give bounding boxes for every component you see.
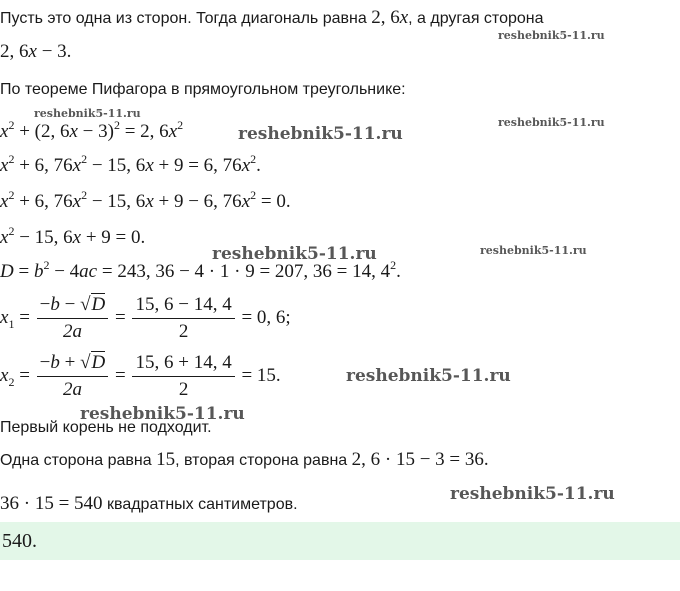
x2-numeric-fraction: $\frac{15, 6 + 14, 4}{2}$ <box>132 350 234 403</box>
statement-text: Пусть это одна из сторон. Тогда диагональ равна <box>0 10 367 27</box>
statement-text-rest: , а другая сторона <box>408 10 544 27</box>
watermark: reshebnik5-11.ru <box>80 404 245 424</box>
equation-1: $x^2 + (2$, 6x − 3)$^2$ = 2, $6x^2$ <box>0 118 184 142</box>
watermark: reshebnik5-11.ru <box>346 366 511 386</box>
watermark: reshebnik5-11.ru <box>498 29 605 42</box>
first-root-rejected: Первый корень не подходит. <box>0 419 212 436</box>
watermark: reshebnik5-11.ru <box>480 244 587 257</box>
sides-line: Одна сторона равна 15, вторая сторона равна 2, 6 · 15 − 3 = 36. <box>0 449 489 470</box>
answer-value: 540. <box>2 530 37 552</box>
equation-2: $x^2 + 6$, $76x^2 - 15$, 6x + 9 = 6, $76x^2$. <box>0 152 261 176</box>
watermark: reshebnik5-11.ru <box>212 244 377 264</box>
answer-box <box>0 522 680 560</box>
x1-fraction: $\frac{-b - √D}{2a}$ <box>37 292 109 345</box>
watermark: reshebnik5-11.ru <box>238 124 403 144</box>
watermark: reshebnik5-11.ru <box>34 107 141 120</box>
root-x2-equation: $x_2$ = $\frac{-b + √D}{2a}$ = $\frac{15, 6 + 14, 4}{2}$ = 15. <box>0 348 281 405</box>
equation-3: $x^2 + 6$, $76x^2 - 15$, 6x + 9 − 6, $76x^2 = 0$. <box>0 188 291 212</box>
equation-4: $x^2 - 15$, 6x + 9 = 0. <box>0 224 146 248</box>
diagonal-expression: 2, 6x <box>371 7 409 28</box>
area-line: 36 · 15 = 540 квадратных сантиметров. <box>0 493 298 514</box>
discriminant-equation: $D = b^2 - 4ac = 243$, 36 − 4 · 1 · 9 = 207, 36 = 14, $4^2$. <box>0 258 401 282</box>
watermark: reshebnik5-11.ru <box>450 484 615 504</box>
pythagoras-intro: По теореме Пифагора в прямоугольном треугольнике: <box>0 81 406 98</box>
x2-fraction: $\frac{-b + √D}{2a}$ <box>37 350 109 403</box>
watermark: reshebnik5-11.ru <box>498 116 605 129</box>
root-x1-equation: $x_1$ = $\frac{-b - √D}{2a}$ = $\frac{15, 6 - 14, 4}{2}$ = 0, 6; <box>0 290 291 347</box>
statement-line-1 <box>0 8 544 29</box>
x1-numeric-fraction: $\frac{15, 6 - 14, 4}{2}$ <box>132 292 234 345</box>
other-side-expression: 2, 6x − 3. <box>0 41 72 62</box>
